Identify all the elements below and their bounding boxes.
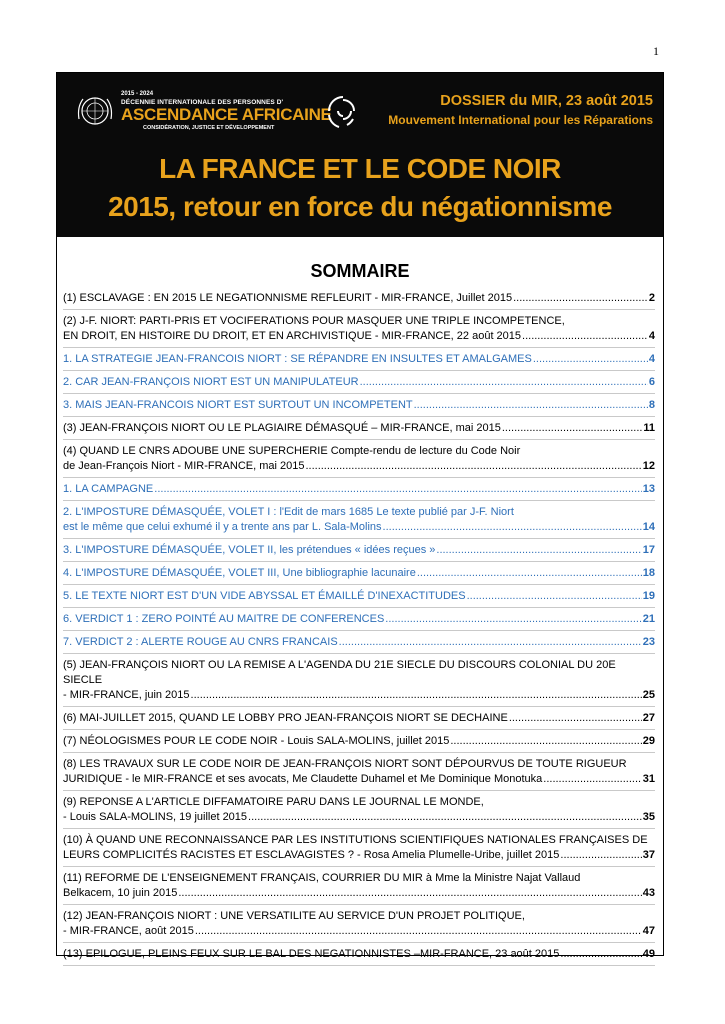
toc-leader-dots (509, 711, 642, 726)
toc-entry[interactable] (63, 505, 655, 539)
toc-page-number: 11 (643, 422, 655, 434)
toc-entry[interactable] (63, 375, 655, 394)
toc-entry-text: 2. CAR JEAN-FRANÇOIS NIORT EST UN MANIPULATEUR (63, 376, 359, 388)
toc-leader-dots (417, 566, 642, 581)
toc-page-number: 12 (642, 460, 655, 472)
toc-page-number: 2 (648, 292, 655, 304)
logo-sub: CONSIDÉRATION, JUSTICE ET DÉVELOPPEMENT (143, 125, 275, 131)
toc-entry[interactable] (63, 543, 655, 562)
dossier-title: DOSSIER du MIR, 23 août 2015 (440, 93, 653, 109)
toc-entry[interactable] (63, 734, 655, 753)
toc-page-number: 6 (648, 376, 655, 388)
toc-entry-text: - Louis SALA-MOLINS, 19 juillet 2015 (63, 811, 248, 823)
toc-page-number: 31 (642, 773, 655, 785)
toc-entry-text: (10) À QUAND UNE RECONNAISSANCE PAR LES INSTITUTIONS SCIENTIFIQUES NATIONALES FRANÇAISES DE (63, 834, 648, 846)
sommaire-heading: SOMMAIRE (310, 261, 410, 281)
toc-page-number: 49 (642, 948, 655, 960)
toc-entry[interactable] (63, 871, 655, 905)
toc-entry[interactable] (63, 589, 655, 608)
toc-page-number: 29 (642, 735, 655, 747)
toc-page-number: 14 (642, 521, 655, 533)
toc-leader-dots (560, 848, 641, 863)
toc-page-number: 23 (642, 636, 655, 648)
toc-page-number: 4 (648, 330, 655, 342)
toc-entry-text: 1. LA STRATEGIE JEAN-FRANCOIS NIORT : SE RÉPANDRE EN INSULTES ET AMALGAMES (63, 353, 532, 365)
table-of-contents (63, 291, 655, 970)
toc-page-number: 17 (642, 544, 655, 556)
toc-entry-text: (8) LES TRAVAUX SUR LE CODE NOIR DE JEAN-FRANÇOIS NIORT SONT DÉPOURVUS DE TOUTE RIGUEUR (63, 758, 627, 770)
toc-entry-text: - MIR-FRANCE, juin 2015 (63, 689, 190, 701)
toc-leader-dots (383, 520, 642, 535)
header-banner (57, 73, 663, 237)
toc-entry-text: 5. LE TEXTE NIORT EST D'UN VIDE ABYSSAL ET ÉMAILLÉ D'INEXACTITUDES (63, 590, 466, 602)
toc-leader-dots (513, 291, 648, 306)
toc-entry-text: (2) J-F. NIORT: PARTI-PRIS ET VOCIFERATIONS POUR MASQUER UNE TRIPLE INCOMPETENCE, (63, 315, 565, 327)
toc-entry-text: 1. LA CAMPAGNE (63, 483, 154, 495)
toc-page-number: 25 (642, 689, 655, 701)
toc-leader-dots (178, 886, 641, 901)
toc-entry[interactable] (63, 444, 655, 478)
toc-entry-text: (4) QUAND LE CNRS ADOUBE UNE SUPERCHERIE Compte-rendu de lecture du Code Noir (63, 445, 521, 457)
toc-entry-text: JURIDIQUE - le MIR-FRANCE et ses avocats, Me Claudette Duhamel et Me Dominique Monotuka (63, 773, 543, 785)
toc-page-number: 47 (642, 925, 655, 937)
toc-entry[interactable] (63, 947, 655, 966)
toc-entry[interactable] (63, 398, 655, 417)
toc-leader-dots (450, 734, 641, 749)
toc-page-number: 19 (642, 590, 655, 602)
toc-page-number: 4 (648, 353, 655, 365)
toc-page-number: 37 (642, 849, 655, 861)
toc-entry-text: EN DROIT, EN HISTOIRE DU DROIT, ET EN ARCHIVISTIQUE - MIR-FRANCE, 22 août 2015 (63, 330, 522, 342)
toc-entry[interactable] (63, 909, 655, 943)
toc-entry-text: 3. MAIS JEAN-FRANCOIS NIORT EST SURTOUT UN INCOMPETENT (63, 399, 413, 411)
toc-entry-text: (13) EPILOGUE, PLEINS FEUX SUR LE BAL DES NEGATIONNISTES –MIR-FRANCE, 23 août 2015 (63, 948, 560, 960)
toc-page-number: 21 (642, 613, 655, 625)
toc-entry-text: est le même que celui exhumé il y a trente ans par L. Sala-Molins (63, 521, 382, 533)
toc-entry-text: 2. L'IMPOSTURE DÉMASQUÉE, VOLET I : l'Edit de mars 1685 Le texte publié par J-F. Niort (63, 506, 514, 518)
toc-leader-dots (502, 421, 643, 436)
toc-entry[interactable] (63, 635, 655, 654)
toc-leader-dots (560, 947, 641, 962)
toc-entry-text: (6) MAI-JUILLET 2015, QUAND LE LOBBY PRO JEAN-FRANÇOIS NIORT SE DECHAINE (63, 712, 508, 724)
toc-entry[interactable] (63, 612, 655, 631)
toc-leader-dots (467, 589, 642, 604)
toc-entry[interactable] (63, 482, 655, 501)
toc-page-number: 18 (642, 567, 655, 579)
page-number: 1 (653, 44, 659, 58)
main-title-line2: 2015, retour en force du négationnisme (108, 191, 612, 222)
toc-entry[interactable] (63, 757, 655, 791)
toc-leader-dots (360, 375, 648, 390)
decade-logo (73, 89, 345, 133)
toc-entry-text: LEURS COMPLICITÉS RACISTES ET ESCLAVAGISTES ? - Rosa Amelia Plumelle-Uribe, juillet 2015 (63, 849, 560, 861)
logo-line1: DÉCENNIE INTERNATIONALE DES PERSONNES D' (121, 99, 284, 106)
toc-entry[interactable] (63, 421, 655, 440)
toc-entry-text: (1) ESCLAVAGE : EN 2015 LE NEGATIONNISME REFLEURIT - MIR-FRANCE, Juillet 2015 (63, 292, 513, 304)
dossier-block (388, 93, 653, 127)
toc-entry[interactable] (63, 352, 655, 371)
toc-entry-text: 6. VERDICT 1 : ZERO POINTÉ AU MAITRE DE CONFERENCES (63, 613, 385, 625)
main-title-line1: LA FRANCE ET LE CODE NOIR (159, 153, 561, 184)
toc-entry-text: 3. L'IMPOSTURE DÉMASQUÉE, VOLET II, les prétendues « idées reçues » (63, 544, 436, 556)
logo-years: 2015 - 2024 (121, 91, 154, 97)
toc-leader-dots (195, 924, 642, 939)
toc-entry[interactable] (63, 658, 655, 707)
toc-entry[interactable] (63, 795, 655, 829)
toc-entry[interactable] (63, 711, 655, 730)
document-frame (56, 72, 664, 960)
toc-entry-text: (12) JEAN-FRANÇOIS NIORT : UNE VERSATILITE AU SERVICE D'UN PROJET POLITIQUE, (63, 910, 525, 922)
toc-page-number: 8 (648, 399, 655, 411)
toc-entry[interactable] (63, 314, 655, 348)
toc-page-number: 27 (642, 712, 655, 724)
toc-entry[interactable] (63, 291, 655, 310)
toc-entry[interactable] (63, 833, 655, 867)
toc-leader-dots (385, 612, 641, 627)
toc-entry-text: 7. VERDICT 2 : ALERTE ROUGE AU CNRS FRANCAIS (63, 636, 338, 648)
toc-entry-text: (5) JEAN-FRANÇOIS NIORT OU LA REMISE A L'AGENDA DU 21E SIECLE DU DISCOURS COLONIAL DU 20E SIECLE (63, 659, 616, 686)
toc-page-number: 35 (642, 811, 655, 823)
toc-leader-dots (414, 398, 648, 413)
toc-entry-text: (3) JEAN-FRANÇOIS NIORT OU LE PLAGIAIRE DÉMASQUÉ – MIR-FRANCE, mai 2015 (63, 422, 501, 434)
toc-leader-dots (305, 459, 641, 474)
toc-leader-dots (522, 329, 648, 344)
toc-page-number: 13 (642, 483, 655, 495)
toc-entry[interactable] (63, 566, 655, 585)
un-emblem-icon (75, 93, 115, 129)
toc-leader-dots (436, 543, 641, 558)
toc-page-number: 43 (642, 887, 655, 899)
toc-entry-text: - MIR-FRANCE, août 2015 (63, 925, 194, 937)
toc-entry-text: (11) REFORME DE L'ENSEIGNEMENT FRANÇAIS, COURRIER DU MIR à Mme la Ministre Najat Vallaud (63, 872, 581, 884)
toc-leader-dots (154, 482, 641, 497)
toc-leader-dots (543, 772, 641, 787)
swirl-icon (323, 91, 363, 131)
toc-leader-dots (248, 810, 642, 825)
toc-entry-text: 4. L'IMPOSTURE DÉMASQUÉE, VOLET III, Une bibliographie lacunaire (63, 567, 416, 579)
dossier-subtitle: Mouvement International pour les Réparations (388, 113, 653, 127)
toc-entry-text: (7) NÉOLOGISMES POUR LE CODE NOIR - Louis SALA-MOLINS, juillet 2015 (63, 735, 450, 747)
toc-entry-text: Belkacem, 10 juin 2015 (63, 887, 178, 899)
toc-leader-dots (339, 635, 642, 650)
toc-leader-dots (191, 688, 642, 703)
logo-main: ASCENDANCE AFRICAINE (121, 105, 332, 124)
toc-entry-text: (9) REPONSE A L'ARTICLE DIFFAMATOIRE PARU DANS LE JOURNAL LE MONDE, (63, 796, 484, 808)
toc-entry-text: de Jean-François Niort - MIR-FRANCE, mai 2015 (63, 460, 305, 472)
toc-leader-dots (533, 352, 648, 367)
